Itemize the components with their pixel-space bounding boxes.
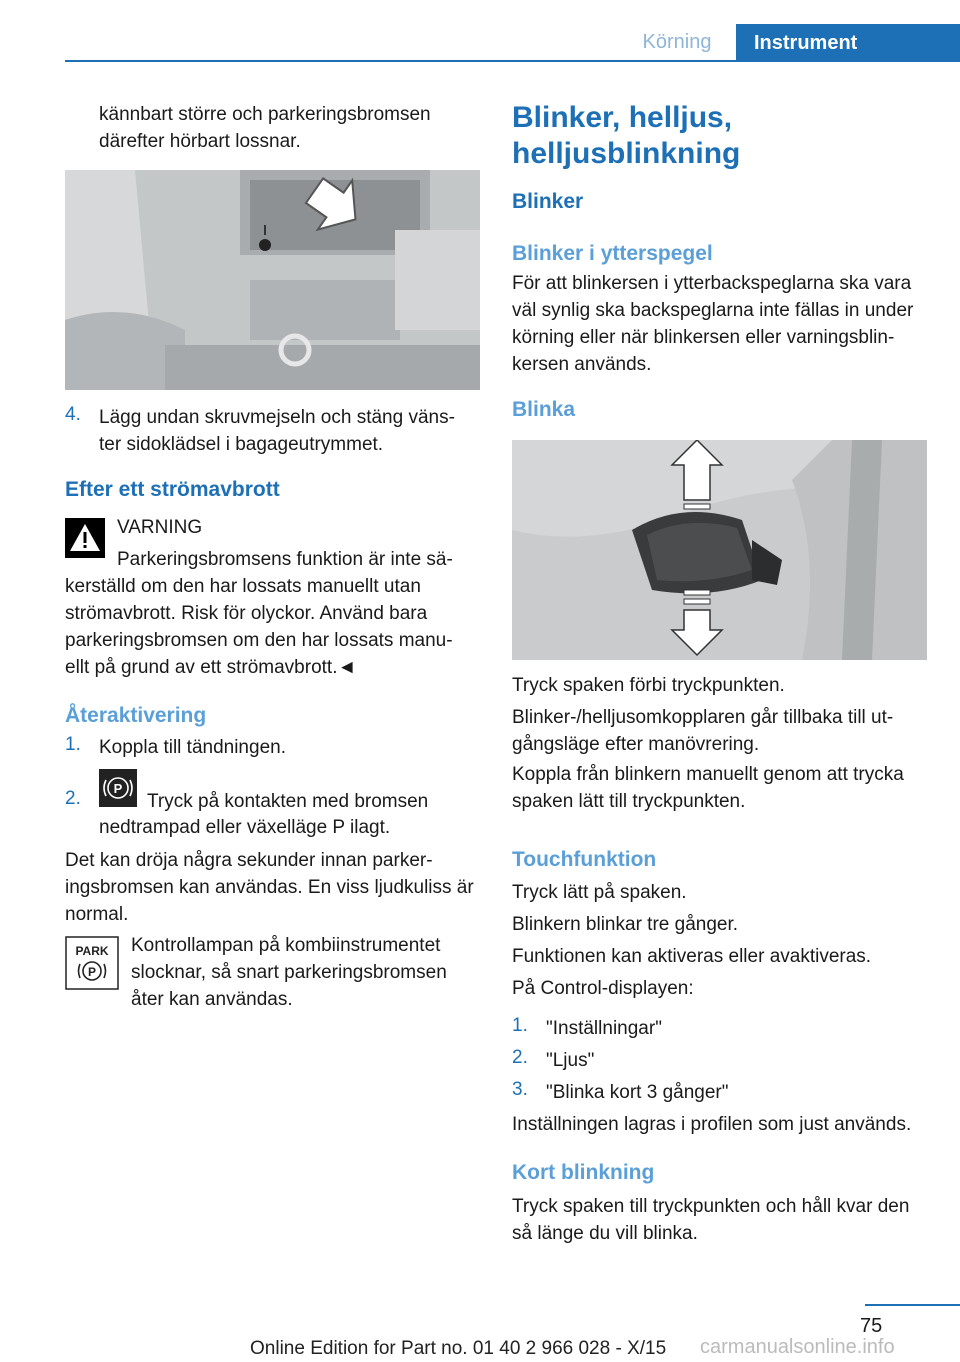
step-2-text-second-line: nedtrampad eller växelläge P ilagt. — [99, 817, 391, 838]
page-number: 75 — [860, 1315, 883, 1337]
warning-icon — [65, 518, 105, 558]
parking-brake-button-icon — [99, 769, 137, 807]
list-item-2-text: "Ljus" — [546, 1050, 595, 1071]
list-item-1-text: "Inställningar" — [546, 1018, 662, 1039]
heading-power-outage: Efter ett strömavbrott — [65, 478, 280, 501]
lever-photo — [512, 440, 927, 660]
blink-paragraph-3: Koppla från blinkern manuellt genom att trycka spaken lätt till tryckpunkten. — [512, 764, 904, 812]
svg-text:PARK: PARK — [75, 944, 109, 958]
warning-label: VARNING — [117, 517, 203, 538]
intro-paragraph: kännbart större och parkeringsbromsen därefter hörbart lossnar. — [99, 104, 431, 152]
short-blink-paragraph: Tryck spaken till tryckpunkten och håll kvar den så länge du vill blinka. — [512, 1196, 910, 1244]
heading-mirror-blinker: Blinker i ytterspegel — [512, 242, 713, 265]
blink-paragraph-2: Blinker-/helljusomkopplaren går tillbaka till ut- gångsläge efter manövrering. — [512, 707, 894, 755]
section-title: Blinker, helljus, helljusblinkning — [512, 101, 741, 170]
heading-blinker: Blinker — [512, 190, 584, 213]
watermark: carmanualsonline.info — [700, 1336, 895, 1358]
trunk-photo — [65, 170, 480, 390]
touch-line-2: Blinkern blinkar tre gånger. — [512, 914, 739, 935]
step-4-number: 4. — [65, 404, 81, 425]
touch-line-1: Tryck lätt på spaken. — [512, 882, 687, 903]
step-2-text-first-line: Tryck på kontakten med bromsen — [147, 791, 429, 812]
touch-line-4: På Control-displayen: — [512, 978, 694, 999]
indicator-paragraph: Kontrollampan på kombiinstrumentet slocknar, så snart parkeringsbromsen åter kan användas. — [131, 935, 447, 1010]
heading-short-blink: Kort blinkning — [512, 1161, 655, 1184]
park-indicator-icon — [65, 936, 119, 990]
saved-setting-text: Inställningen lagras i profilen som just används. — [512, 1114, 912, 1135]
blink-paragraph-1: Tryck spaken förbi tryckpunkten. — [512, 675, 785, 696]
list-item-3-text: "Blinka kort 3 gånger" — [546, 1082, 729, 1103]
list-item-2-number: 2. — [512, 1047, 528, 1068]
tab-instrument[interactable]: Instrument — [736, 24, 960, 62]
list-item-3-number: 3. — [512, 1079, 528, 1100]
touch-line-3: Funktionen kan aktiveras eller avaktiveras. — [512, 946, 872, 967]
step-4-text: Lägg undan skruvmejseln och stäng väns- ter sidoklädsel i bagageutrymmet. — [99, 407, 455, 455]
trunk-illustration — [65, 170, 480, 390]
heading-touch-function: Touchfunktion — [512, 848, 657, 871]
header-rule — [65, 60, 960, 62]
mirror-paragraph: För att blinkersen i ytterbackspeglarna ska vara väl synlig ska backspeglarna inte fällas in under körning eller när blinkersen eller varningsblin- kersen används. — [512, 273, 914, 375]
heading-blinka: Blinka — [512, 398, 576, 421]
svg-text:P: P — [113, 781, 123, 796]
step-1-text: Koppla till tändningen. — [99, 737, 286, 758]
list-item-1-number: 1. — [512, 1015, 528, 1036]
tab-korning[interactable]: Körning — [642, 31, 712, 53]
lever-illustration — [512, 440, 927, 660]
footer-edition: Online Edition for Part no. 01 40 2 966 028 - X/15 — [250, 1338, 667, 1359]
warning-text-body: kerställd om den har lossats manuellt utan strömavbrott. Risk för olyckor. Använd bara parkeringsbromsen om den har lossats manu- ellt på grund av ett strömavbrott.◄ — [65, 576, 453, 678]
heading-reactivation: Återaktivering — [65, 704, 207, 727]
delay-paragraph: Det kan dröja några sekunder innan parker- ingsbromsen kan användas. En viss ljudkuliss är normal. — [65, 850, 474, 925]
footer-rule — [865, 1304, 960, 1306]
svg-text:P: P — [87, 965, 97, 979]
step-2-number: 2. — [65, 788, 81, 809]
step-1-number: 1. — [65, 734, 81, 755]
warning-text-first-line: Parkeringsbromsens funktion är inte sä- — [117, 549, 453, 570]
